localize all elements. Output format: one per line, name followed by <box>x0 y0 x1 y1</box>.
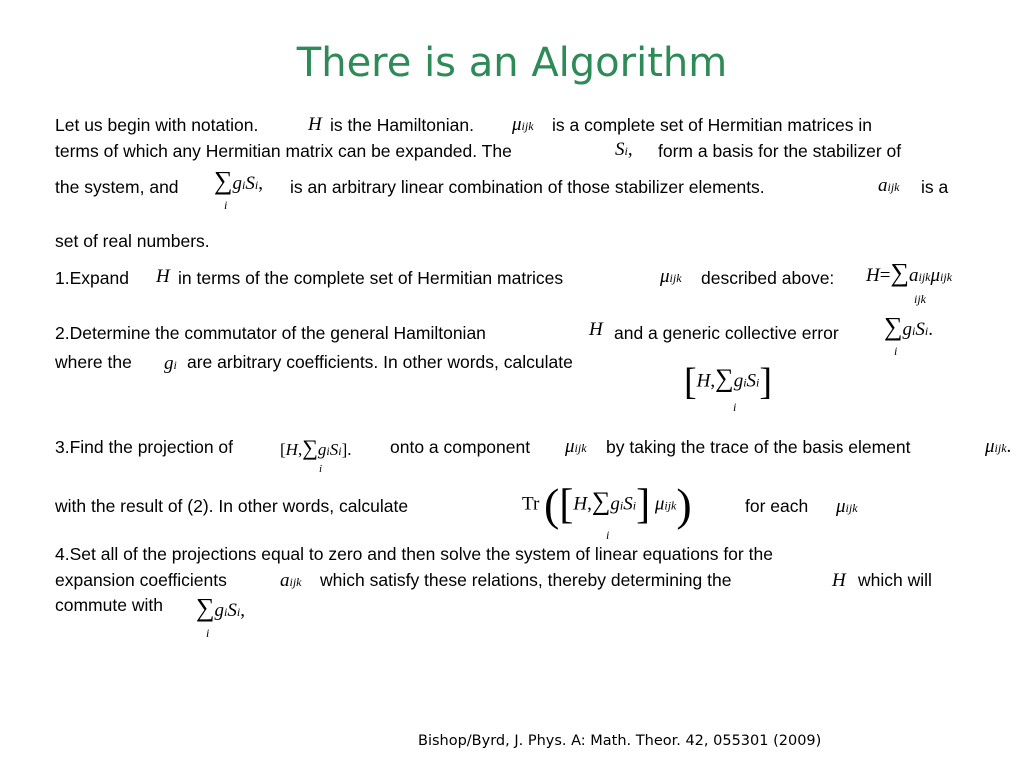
step4-text-2: expansion coefficients <box>55 570 227 590</box>
intro-text-5: form a basis for the stabilizer of <box>658 141 902 161</box>
math-commutator-inline: [H,∑giSi]. <box>280 435 352 460</box>
math-sum-index: i <box>319 463 323 475</box>
step2-text-1: 2.Determine the commutator of the general Hamiltonian <box>55 323 486 343</box>
intro-text-4: terms of which any Hermitian matrix can be expanded. The <box>55 141 512 161</box>
math-sum-giSi: ∑giSi. <box>884 312 933 341</box>
intro-text-9: set of real numbers. <box>55 231 210 251</box>
step2-text-4: are arbitrary coefficients. In other words, calculate <box>187 352 573 372</box>
math-mu-ijk: μijk. <box>985 436 1012 457</box>
step3-text-2: onto a component <box>390 437 531 457</box>
math-H: H <box>832 570 846 591</box>
math-mu-ijk: μijk <box>836 496 858 517</box>
math-sum-index: i <box>224 198 228 212</box>
step3-text-3: by taking the trace of the basis element <box>606 437 911 457</box>
step3-text-4: with the result of (2). In other words, calculate <box>55 496 409 516</box>
math-H-expansion: H=∑aijkμijk <box>866 258 953 287</box>
math-sum-giSi: ∑giSi, <box>196 593 245 622</box>
math-H: H <box>589 319 603 340</box>
math-H: H <box>156 266 170 287</box>
step1-text-1: 1.Expand <box>55 268 129 288</box>
citation: Bishop/Byrd, J. Phys. A: Math. Theor. 42, 055301 (2009) <box>418 733 822 749</box>
math-S-i: Si, <box>615 139 633 160</box>
intro-text-7: is an arbitrary linear combination of those stabilizer elements. <box>290 177 765 197</box>
math-commutator: [H,∑giSi] <box>684 361 773 403</box>
math-g-i: gi <box>164 353 177 374</box>
intro-text-1: Let us begin with notation. <box>55 115 259 135</box>
step4-text-5: commute with <box>55 595 163 615</box>
math-sum-index: i <box>606 528 610 542</box>
step4-text-3: which satisfy these relations, thereby determining the <box>320 570 732 590</box>
step4-text-4: which will <box>858 570 932 590</box>
math-sum-giSi: ∑giSi, <box>214 166 263 195</box>
step2-text-2: and a generic collective error <box>614 323 839 343</box>
math-a-ijk: aijk <box>280 570 302 591</box>
math-trace-expression: Tr ([H,∑giSi] μijk) <box>522 479 692 530</box>
step1-text-3: described above: <box>701 268 835 288</box>
math-H: H <box>308 114 322 135</box>
math-mu-ijk: μijk <box>565 436 587 457</box>
slide-title: There is an Algorithm <box>296 40 728 86</box>
math-sum-index: ijk <box>914 292 926 306</box>
step3-text-1: 3.Find the projection of <box>55 437 234 457</box>
step3-text-5: for each <box>745 496 809 516</box>
intro-text-8: is a <box>921 177 949 197</box>
step1-text-2: in terms of the complete set of Hermitian matrices <box>178 268 564 288</box>
math-sum-index: i <box>733 400 737 414</box>
math-a-ijk: aijk <box>878 175 900 196</box>
math-sum-index: i <box>894 344 898 358</box>
math-sum-index: i <box>206 626 210 640</box>
step4-text-1: 4.Set all of the projections equal to zero and then solve the system of linear equations for the <box>55 544 773 564</box>
math-mu-ijk: μijk <box>512 114 534 135</box>
intro-text-3: is a complete set of Hermitian matrices in <box>552 115 872 135</box>
intro-text-2: is the Hamiltonian. <box>330 115 474 135</box>
step2-text-3: where the <box>55 352 132 372</box>
math-mu-ijk: μijk <box>660 266 682 287</box>
intro-text-6: the system, and <box>55 177 179 197</box>
